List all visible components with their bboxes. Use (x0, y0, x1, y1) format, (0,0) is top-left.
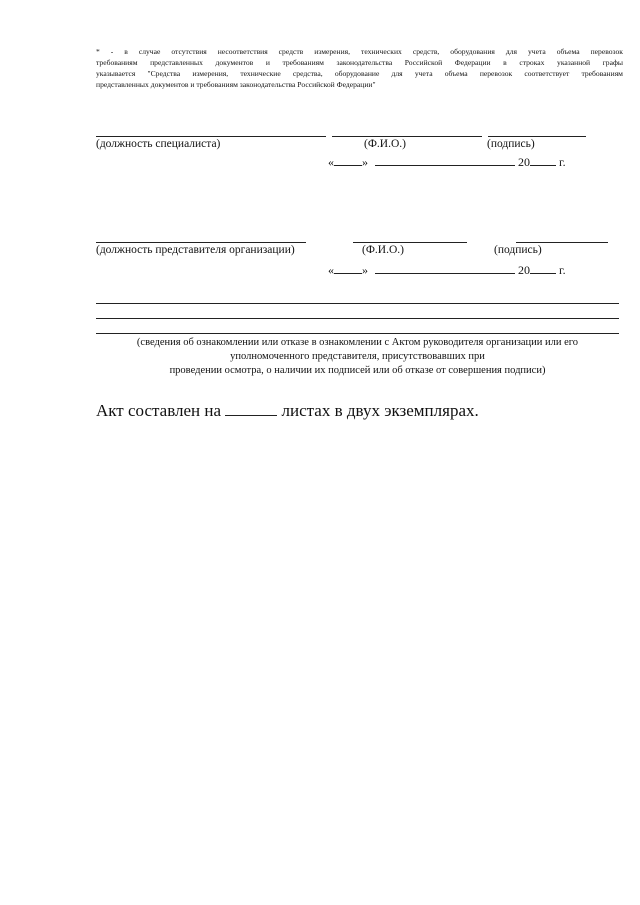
specialist-signature-line[interactable] (488, 136, 586, 137)
specialist-position-line[interactable] (96, 136, 326, 137)
specialist-date-close-quote: » (362, 155, 368, 169)
specialist-signature-caption: (подпись) (487, 138, 535, 150)
acquaintance-note (96, 336, 619, 378)
representative-day-blank[interactable] (334, 262, 362, 274)
footnote-line-3: указывается "Средства измерения, технические средства, оборудование для учета объема перевозок соответствует требованиям (96, 69, 623, 78)
representative-fio-caption: (Ф.И.О.) (362, 244, 404, 256)
act-statement (96, 400, 479, 421)
representative-signature-caption: (подпись) (494, 244, 542, 256)
footnote-line-2: требованиям представленных документов и требованиям законодательства Российской Федерации в строках указанной графы (96, 58, 623, 67)
acquaintance-note-line-3: проведении осмотра, о наличии их подписей или об отказе от совершения подписи) (169, 365, 546, 376)
representative-fio-line[interactable] (353, 242, 467, 243)
specialist-fio-caption: (Ф.И.О.) (364, 138, 406, 150)
act-statement-prefix: Акт составлен на (96, 401, 222, 420)
act-statement-suffix: листах в двух экземплярах. (281, 401, 479, 420)
specialist-date-open-quote: « (328, 155, 334, 169)
specialist-year-blank[interactable] (530, 154, 556, 166)
representative-month-blank[interactable] (375, 262, 515, 274)
specialist-day-blank[interactable] (334, 154, 362, 166)
representative-signature-line[interactable] (516, 242, 608, 243)
specialist-month-blank[interactable] (375, 154, 515, 166)
specialist-year-prefix: 20 (518, 155, 530, 169)
representative-year-suffix: г. (559, 263, 566, 277)
sheet-count-blank[interactable] (225, 400, 277, 416)
acquaintance-line-2[interactable] (96, 318, 619, 319)
footnote (96, 46, 623, 90)
footnote-line-4: представленных документов и требованиям законодательства Российской Федерации" (96, 80, 376, 89)
footnote-line-1: * - в случае отсутствия несоответствия средств измерения, технических средств, оборудования для учета объема перевозок (96, 47, 623, 56)
acquaintance-line-1[interactable] (96, 303, 619, 304)
specialist-position-caption: (должность специалиста) (96, 138, 221, 150)
representative-position-line[interactable] (96, 242, 306, 243)
specialist-date (328, 154, 566, 170)
representative-date (328, 262, 566, 278)
representative-date-open-quote: « (328, 263, 334, 277)
specialist-fio-line[interactable] (332, 136, 482, 137)
acquaintance-note-line-1: (сведения об ознакомлении или отказе в ознакомлении с Актом руководителя организации или его (136, 337, 579, 348)
acquaintance-line-3[interactable] (96, 333, 619, 334)
representative-date-close-quote: » (362, 263, 368, 277)
representative-year-blank[interactable] (530, 262, 556, 274)
specialist-year-suffix: г. (559, 155, 566, 169)
acquaintance-note-line-2: уполномоченного представителя, присутствовавших при (230, 351, 485, 362)
representative-year-prefix: 20 (518, 263, 530, 277)
representative-position-caption: (должность представителя организации) (96, 244, 295, 256)
